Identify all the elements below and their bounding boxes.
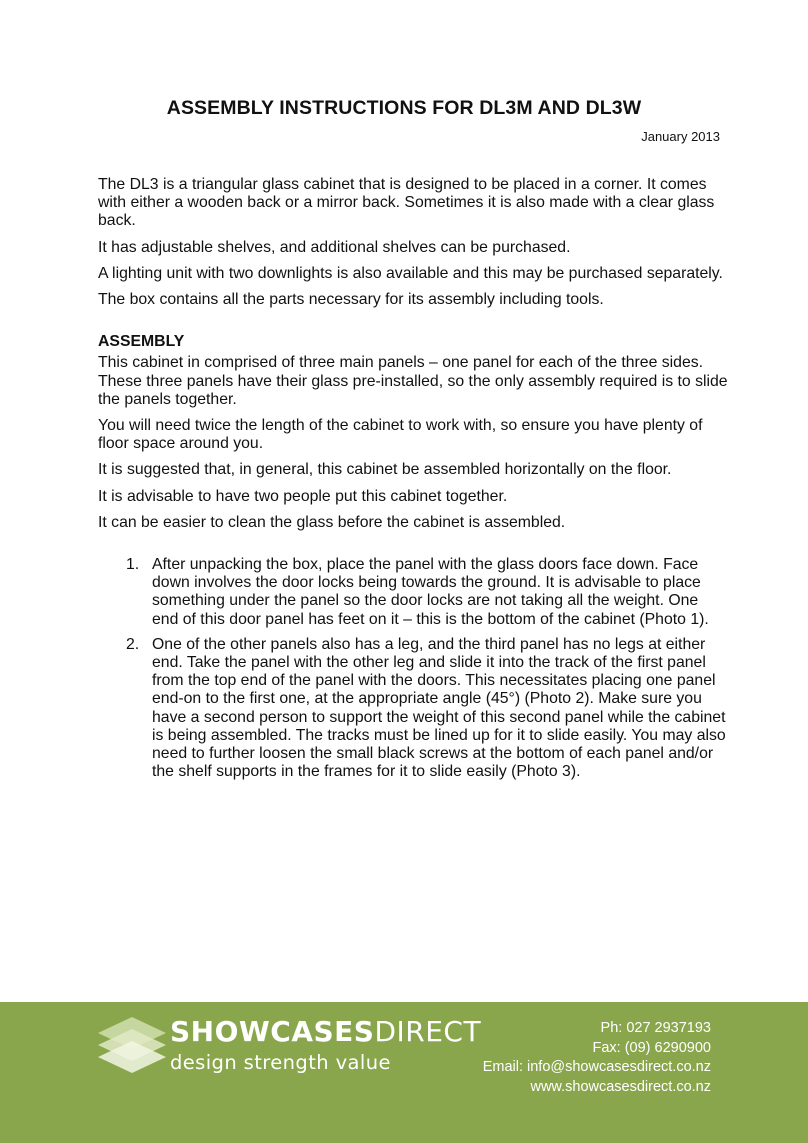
brand-name-part1: SHOWCASES	[170, 1015, 375, 1048]
brand-name-part2: DIRECT	[374, 1015, 482, 1048]
steps-list	[98, 556, 728, 781]
footer-banner	[0, 1002, 808, 1143]
intro-paragraph: The DL3 is a triangular glass cabinet that is designed to be placed in a corner. It comes with either a wooden back or a mirror back. Sometimes it is also made with a clear glass back.	[98, 176, 715, 230]
step-item	[126, 635, 728, 782]
step-text: One of the other panels also has a leg, and the third panel has no legs at either end. Take the panel with the other leg and slide it into the track of the first panel from the top end of the panel with the doors. This necessitates placing one panel end-on to the first one, at the appropriate angle (45°) (Photo 2). Make sure you have a second person to support the weight of this second panel while the cabinet is being assembled. The tracks must be lined up for it to slide easily. You may also need to further loosen the small black screws at the bottom of each panel and/or the shelf supports in the frames for it to slide easily (Photo 3).	[152, 635, 726, 781]
step-number: 1.	[126, 556, 140, 574]
assembly-paragraph: It can be easier to clean the glass before the cabinet is assembled.	[98, 513, 566, 531]
intro-paragraph: A lighting unit with two downlights is also available and this may be purchased separately.	[98, 264, 723, 282]
assembly-paragraph: This cabinet in comprised of three main panels – one panel for each of the three sides. These three panels have their glass pre-installed, so the only assembly required is to slide the panels together.	[98, 354, 728, 408]
step-item	[126, 556, 728, 629]
document-body	[98, 176, 728, 788]
assembly-paragraph: It is advisable to have two people put this cabinet together.	[98, 487, 508, 505]
assembly-paragraph: It is suggested that, in general, this cabinet be assembled horizontally on the floor.	[98, 461, 672, 479]
document-date: January 2013	[641, 129, 720, 144]
contact-fax: Fax: (09) 6290900	[592, 1039, 711, 1056]
contact-email[interactable]: Email: info@showcasesdirect.co.nz	[482, 1059, 711, 1075]
step-number: 2.	[126, 635, 140, 653]
assembly-paragraph: You will need twice the length of the cabinet to work with, so ensure you have plenty of floor space around you.	[98, 417, 703, 453]
step-text: After unpacking the box, place the panel with the glass doors face down. Face down involves the door locks being towards the ground. It is advisable to place something under the panel so the door locks are not taking all the weight. One end of this door panel has feet on it – this is the bottom of the cabinet (Photo 1).	[152, 556, 709, 628]
assembly-heading: ASSEMBLY	[98, 333, 185, 351]
diamond-logo-icon	[96, 1015, 168, 1082]
contact-phone: Ph: 027 2937193	[600, 1020, 711, 1036]
contact-block	[483, 1019, 711, 1097]
brand-name	[170, 1015, 481, 1049]
page-title: ASSEMBLY INSTRUCTIONS FOR DL3M AND DL3W	[166, 97, 642, 119]
brand-block	[170, 1015, 481, 1075]
intro-paragraph: It has adjustable shelves, and additional shelves can be purchased.	[98, 238, 571, 256]
brand-tagline: design strength value	[170, 1051, 391, 1074]
intro-paragraph: The box contains all the parts necessary for its assembly including tools.	[98, 291, 604, 309]
contact-website[interactable]: www.showcasesdirect.co.nz	[530, 1078, 711, 1095]
